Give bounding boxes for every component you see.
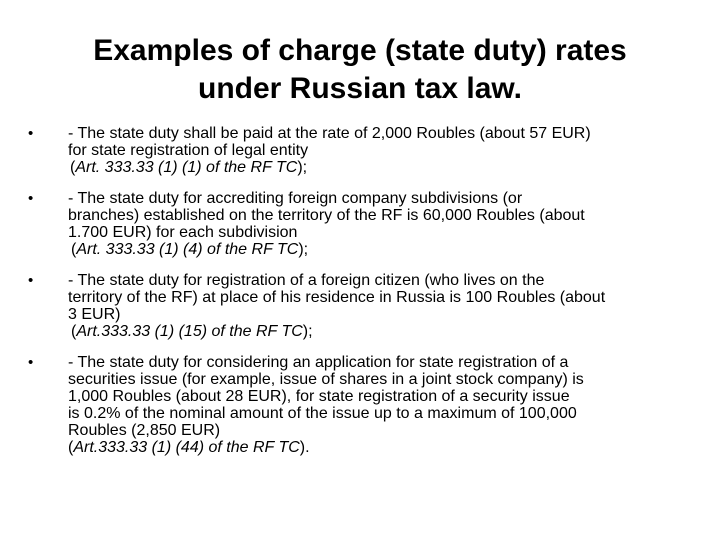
item-line: - The state duty shall be paid at the rate of 2,000 Roubles (about 57 EUR) [68, 125, 591, 142]
list-item [28, 125, 688, 176]
law-reference: (Art. 333.33 (1) (1) of the RF TC); [70, 159, 308, 176]
item-line: - The state duty for considering an application for state registration of a [68, 354, 569, 371]
item-line: is 0.2% of the nominal amount of the issue up to a maximum of 100,000 [68, 405, 577, 422]
title-line-1: Examples of charge (state duty) rates [93, 34, 627, 67]
bullet-icon: • [28, 272, 34, 289]
bullet-icon: • [28, 354, 34, 371]
list-item [28, 354, 688, 456]
bullet-list [28, 125, 688, 470]
bullet-icon: • [28, 125, 34, 142]
item-line: 1.700 EUR) for each subdivision [68, 224, 298, 241]
item-line: territory of the RF) at place of his residence in Russia is 100 Roubles (about [68, 289, 606, 306]
bullet-icon: • [28, 190, 34, 207]
item-line: 1,000 Roubles (about 28 EUR), for state registration of a security issue [68, 388, 570, 405]
item-line: Roubles (2,850 EUR) [68, 422, 221, 439]
item-line: securities issue (for example, issue of shares in a joint stock company) is [68, 371, 584, 388]
item-line: branches) established on the territory of the RF is 60,000 Roubles (about [68, 207, 585, 224]
law-reference: (Art.333.33 (1) (44) of the RF TC). [68, 439, 310, 456]
law-reference: (Art.333.33 (1) (15) of the RF TC); [71, 323, 313, 340]
title-line-2: under Russian tax law. [198, 72, 522, 105]
list-item [28, 190, 688, 258]
item-line: for state registration of legal entity [68, 142, 309, 159]
slide-title [40, 32, 680, 108]
item-line: 3 EUR) [68, 306, 121, 323]
law-reference: (Art. 333.33 (1) (4) of the RF TC); [71, 241, 309, 258]
item-line: - The state duty for registration of a foreign citizen (who lives on the [68, 272, 545, 289]
list-item [28, 272, 688, 340]
item-line: - The state duty for accrediting foreign company subdivisions (or [68, 190, 523, 207]
